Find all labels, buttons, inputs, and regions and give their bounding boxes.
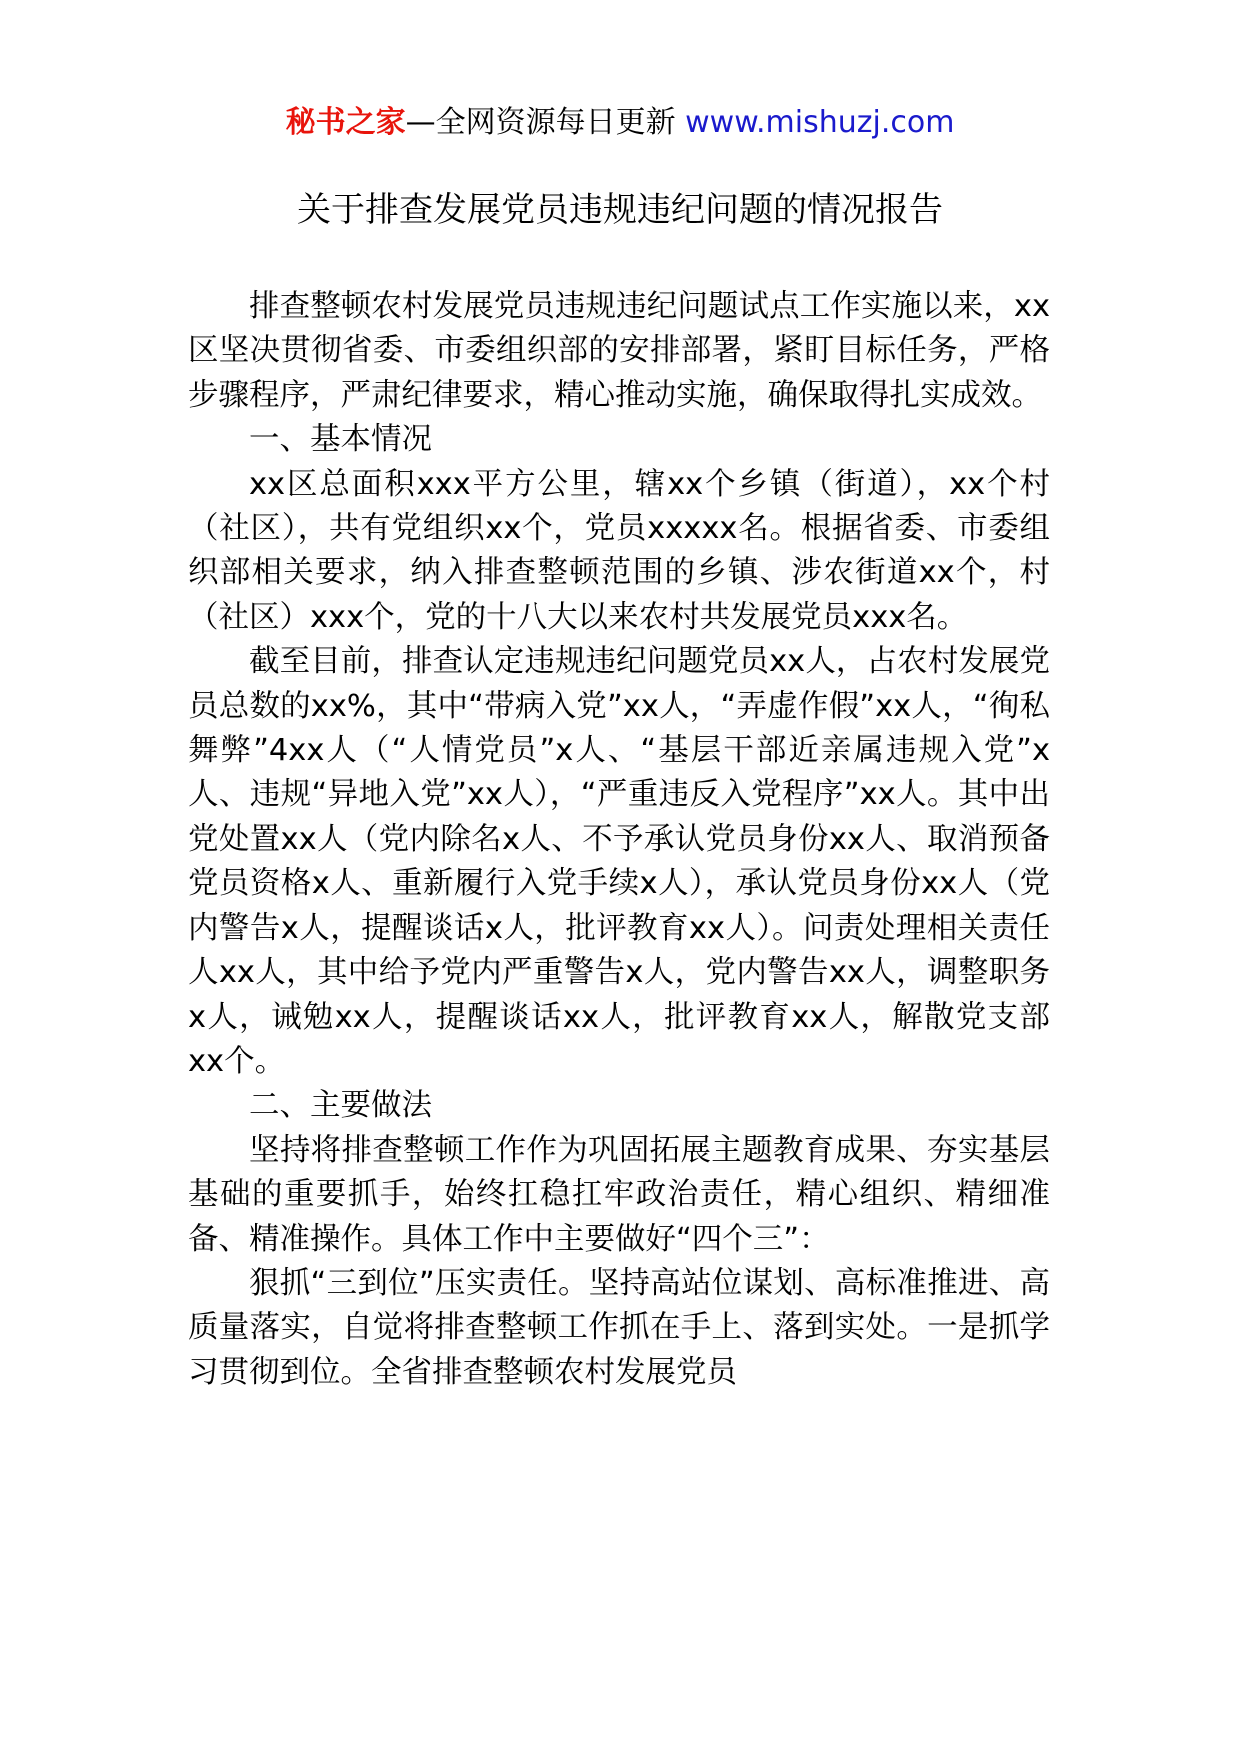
paragraph-three-in-place: 狠抓“三到位”压实责任。坚持高站位谋划、高标准推进、高质量落实，自觉将排查整顿工作抓在手上、落到实处。一是抓学习贯彻到位。全省排查整顿农村发展党员: [188, 1265, 1050, 1390]
brand-name: 秘书之家: [285, 105, 406, 140]
paragraph-methods-intro: 坚持将排查整顿工作作为巩固拓展主题教育成果、夯实基层基础的重要抓手，始终扛稳扛牢政治责任，精心组织、精细准备、精准操作。具体工作中主要做好“四个三”：: [188, 1132, 1050, 1257]
section-heading-basic: 一、基本情况: [249, 422, 432, 458]
document-body: [188, 285, 1050, 1395]
site-header: [0, 100, 1240, 146]
site-url-link[interactable]: www.mishuzj.com: [685, 105, 955, 140]
document-title: 关于排查发展党员违规违纪问题的情况报告: [297, 190, 943, 230]
paragraph-basic-info: xx区总面积xxx平方公里，辖xx个乡镇（街道），xx个村（社区），共有党组织xx个，党员xxxxx名。根据省委、市委组织部相关要求，纳入排查整顿范围的乡镇、涉农街道xx个，村（社区）xxx个，党的十八大以来农村共发展党员xxx名。: [188, 466, 1050, 635]
section-heading-methods: 二、主要做法: [249, 1088, 432, 1124]
site-tagline: —全网资源每日更新: [405, 105, 676, 140]
paragraph-intro: 排查整顿农村发展党员违规违纪问题试点工作实施以来，xx区坚决贯彻省委、市委组织部的安排部署，紧盯目标任务，严格步骤程序，严肃纪律要求，精心推动实施，确保取得扎实成效。: [188, 289, 1050, 413]
paragraph-investigation-results: 截至目前，排查认定违规违纪问题党员xx人，占农村发展党员总数的xx%，其中“带病入党”xx人，“弄虚作假”xx人，“徇私舞弊”4xx人（“人情党员”x人、“基层干部近亲属违规入党”x人、违规“异地入党”xx人），“严重违反入党程序”xx人。其中出党处置xx人（党内除名x人、不予承认党员身份xx人、取消预备党员资格x人、重新履行入党手续x人），承认党员身份xx人（党内警告x人，提醒谈话x人，批评教育xx人）。问责处理相关责任人xx人，其中给予党内严重警告x人，党内警告xx人，调整职务x人，诫勉xx人，提醒谈话xx人，批评教育xx人，解散党支部xx个。: [188, 644, 1050, 1079]
